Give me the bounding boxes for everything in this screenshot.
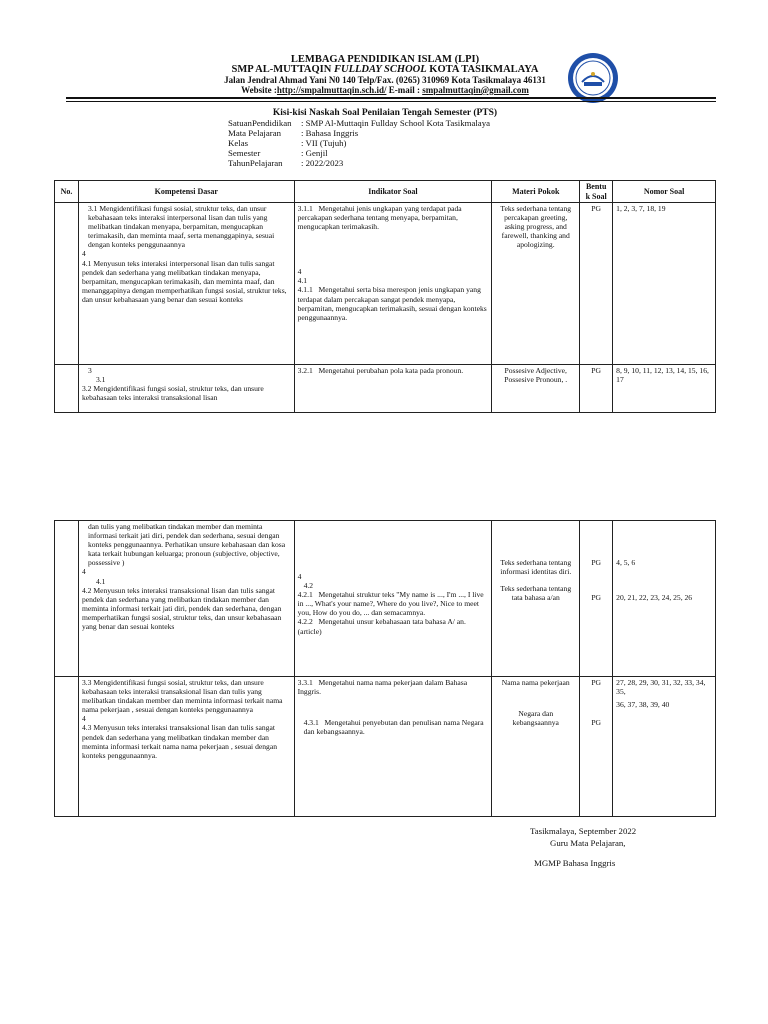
col-bentuk-header: Bentu k Soal xyxy=(580,181,613,203)
meta-row: Mata Pelajaran : Bahasa Inggris xyxy=(228,128,359,139)
col-kd-header: Kompetensi Dasar xyxy=(78,181,294,203)
table-row xyxy=(55,203,716,365)
nomor-cell: 27, 28, 29, 30, 31, 32, 33, 34, 35, 36, 37, 38, 39, 40 xyxy=(613,677,716,817)
table-header-row xyxy=(55,181,716,203)
materi-cell: Teks sederhana tentang percakapan greeting, asking progress, and farewell, thanking and apologizing. xyxy=(492,203,580,365)
document-meta xyxy=(228,118,490,168)
bentuk-cell: PG PG xyxy=(580,521,613,677)
col-materi-header: Materi Pokok xyxy=(492,181,580,203)
nomor-cell: 8, 9, 10, 11, 12, 13, 14, 15, 16, 17 xyxy=(613,365,716,413)
table-row xyxy=(55,677,716,817)
grid-table-page2 xyxy=(54,520,716,817)
school-address: Jalan Jendral Ahmad Yani N0 140 Telp/Fax. (0265) 310969 Kota Tasikmalaya 46131 xyxy=(224,75,546,85)
meta-row: Kelas : VII (Tujuh) xyxy=(228,138,347,149)
materi-cell: Teks sederhana tentang informasi identitas diri. Teks sederhana tentang tata bahasa a/an xyxy=(492,521,580,677)
table-row xyxy=(55,521,716,677)
letterhead-rule-thick xyxy=(66,97,716,99)
kd-cell: 3 3.1 3.2 Mengidentifikasi fungsi sosial, struktur teks, dan unsure kebahasaan teks interaksi transaksional lisan xyxy=(78,365,294,413)
col-no-header: No. xyxy=(55,181,79,203)
bentuk-cell: PG xyxy=(580,203,613,365)
kd-cell: dan tulis yang melibatkan tindakan member dan meminta informasi terkait jati diri, pendek dan sederhana, sesuai dengan konteks penggunaannya. Perhatikan unsure kebahasaan dan kosa kata terkait hubungan keluarga; pronoun (subjective, objective, possessive ) 4 4.1 4.2 Menyusun teks interaksi transaksional lisan dan tulis sangat pendek dan sederhana yang melibatkan tindakan member dan meminta informasi terkait jati diri, pendek dan sederhana, dengan memperhatikan fungsi sosial, struktur teks, dan unsur kebahasaan yang benar dan sesuai konteks xyxy=(78,521,294,677)
signature-place-date: Tasikmalaya, September 2022 xyxy=(530,826,637,836)
school-contact: Website :http://smpalmuttaqin.sch.id/ E-mail : smpalmuttaqin@gmail.com xyxy=(241,85,529,95)
meta-row: TahunPelajaran : 2022/2023 xyxy=(228,158,344,169)
row-number xyxy=(55,203,79,365)
indikator-cell: 4 4.2 4.2.1 Mengetahui struktur teks "My name is ..., I'm ..., I live in ..., What's your name?, Where do you live?, Nice to meet you, How do you do, ... dan semacamnya. 4.2.2 Mengetahui unsur kebahasaan tata bahasa A/ an. (article) xyxy=(294,521,492,677)
col-indikator-header: Indikator Soal xyxy=(294,181,492,203)
meta-row: SatuanPendidikan : SMP Al-Muttaqin Fullday School Kota Tasikmalaya xyxy=(228,118,490,128)
kd-cell: 3.1 Mengidentifikasi fungsi sosial, struktur teks, dan unsur kebahasaan teks interaksi interpersonal lisan dan tulis yang melibatkan tindakan menyapa, berpamitan, mengucapkan terimakasih, dan meminta maaf, serta menanggapinya, sesuai dengan konteks penggunaannya 4 4.1 Menyusun teks interaksi interpersonal lisan dan tulis sangat pendek dan sederhana yang melibatkan tindakan menyapa, berpamitan, mengucapkan terimakasih, dan meminta maaf, dan menanggapinya dengan memperhatikan fungsi sosial, struktur teks, dan unsur kebahasaan yang benar dan sesuai konteks xyxy=(78,203,294,365)
website-link[interactable]: http://smpalmuttaqin.sch.id/ xyxy=(276,85,387,95)
materi-cell: Nama nama pekerjaan Negara dan kebangsaannya xyxy=(492,677,580,817)
row-number xyxy=(55,677,79,817)
nomor-cell: 4, 5, 6 20, 21, 22, 23, 24, 25, 26 xyxy=(613,521,716,677)
nomor-cell: 1, 2, 3, 7, 18, 19 xyxy=(613,203,716,365)
indikator-cell: 3.1.1 Mengetahui jenis ungkapan yang terdapat pada percakapan sederhana tentang menyapa, berpamitan, mengucapkan terimakasih. 4 4.1 4.1.1 Mengetahui serta bisa merespon jenis ungkapan yang terdapat dalam percakapan sangat pendek menyapa, berpamitan, mengucapkan terimakasih, sesuai dengan konteks penggunaannya. xyxy=(294,203,492,365)
signature-role: Guru Mata Pelajaran, xyxy=(550,838,626,848)
signature-name: MGMP Bahasa Inggris xyxy=(534,858,616,868)
bentuk-cell: PG xyxy=(580,365,613,413)
row-number xyxy=(55,521,79,677)
materi-cell: Possesive Adjective, Possesive Pronoun, . xyxy=(492,365,580,413)
indikator-cell: 3.2.1 Mengetahui perubahan pola kata pada pronoun. xyxy=(294,365,492,413)
col-nomor-header: Nomor Soal xyxy=(613,181,716,203)
email-link[interactable]: smpalmuttaqin@gmail.com xyxy=(422,85,529,95)
kd-cell: 3.3 Mengidentifikasi fungsi sosial, struktur teks, dan unsure kebahasaan teks interaksi transaksional lisan dan tulis yang melibatkan tindakan member dan meminta informasi terkait nama nama pekerjaan , sesuai dengan konteks penggunaannya 4 4.3 Menyusun teks interaksi transaksional lisan dan tulis sangat pendek dan sederhana yang melibatkan tindakan member dan meminta informasi terkait nama nama pekerjaan , sesuai dengan konteks penggunaannya. xyxy=(78,677,294,817)
table-row xyxy=(55,365,716,413)
document-title: Kisi-kisi Naskah Soal Penilaian Tengah Semester (PTS) xyxy=(272,108,498,118)
row-number xyxy=(55,365,79,413)
grid-table-page1 xyxy=(54,180,716,413)
bentuk-cell: PG PG xyxy=(580,677,613,817)
school-name: SMP AL-MUTTAQIN FULLDAY SCHOOL KOTA TASIKMALAYA xyxy=(231,64,539,75)
letterhead-rule-thin xyxy=(66,101,716,102)
meta-row: Semester : Genjil xyxy=(228,148,328,159)
indikator-cell: 3.3.1 Mengetahui nama nama pekerjaan dalam Bahasa Inggris. 4.3.1 Mengetahui penyebutan dan penulisan nama Negara dan kebangsaannya. xyxy=(294,677,492,817)
school-program: FULLDAY SCHOOL xyxy=(333,64,427,75)
school-foundation-name: LEMBAGA PENDIDIKAN ISLAM (LPI) xyxy=(290,54,480,65)
